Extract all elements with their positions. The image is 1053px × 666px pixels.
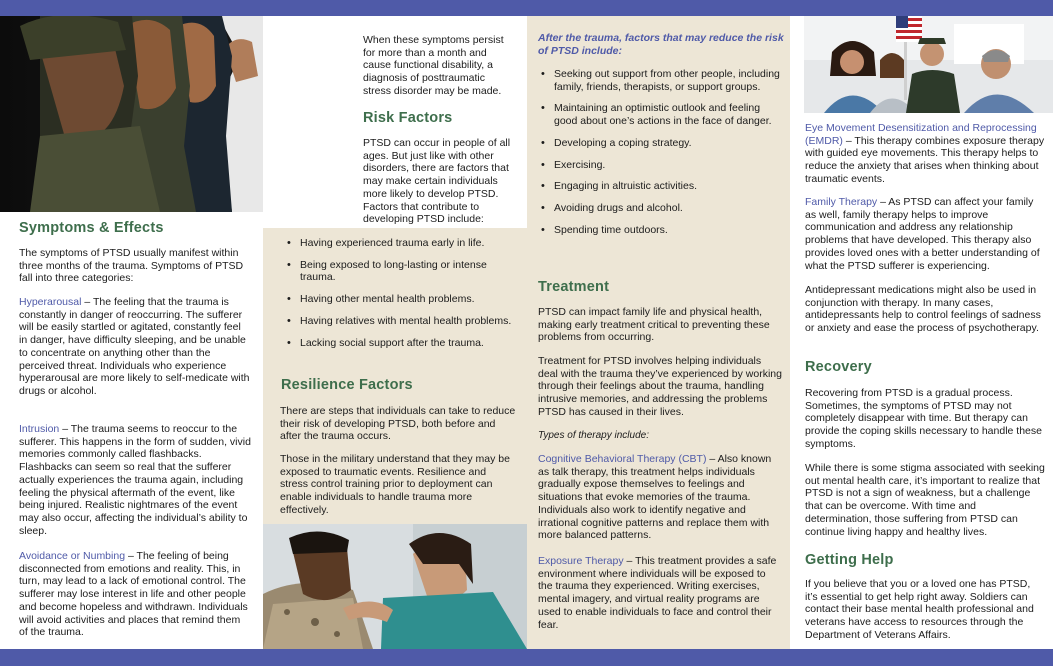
cbt-paragraph [538, 453, 782, 542]
avoidance-term: Avoidance or Numbing [19, 550, 126, 562]
bottom-band [0, 649, 1053, 666]
family-therapy-text: – As PTSD can affect your family as well, family therapy helps to improve communication and address any relationship problems that have developed. This therapy also provides loved ones with a better understanding of what the PTSD sufferer is experiencing. [805, 196, 1040, 272]
therapy-types-label: Types of therapy include: [538, 430, 649, 441]
avoidance-paragraph [19, 550, 251, 639]
family-with-soldier-photo [804, 16, 1053, 113]
emdr-paragraph [805, 122, 1045, 186]
recovery-paragraph-2: While there is some stigma associated with seeking out mental health care, it’s important to realize that PTSD is not a sign of weakness, but a challenge that can be overcome. With time and determination, those suffering from PTSD can continue living happy and healthy lives. [805, 462, 1045, 538]
treatment-heading: Treatment [538, 279, 610, 295]
after-item: • Seeking out support from other people, including family, friends, therapists, or support groups. [537, 68, 781, 93]
panel-recovery [790, 16, 1053, 649]
soldiers-photo-graphic [0, 16, 263, 212]
soldiers-profile-photo [0, 16, 263, 212]
risk-text: PTSD can occur in people of all ages. But just like with other disorders, there are factors that may make certain individuals more likely to develop PTSD. Factors that contribute to developing PTSD include: [363, 137, 511, 226]
risk-item: • Lacking social support after the trauma. [283, 337, 519, 350]
recovery-heading: Recovery [805, 359, 872, 375]
treatment-paragraph-2: Treatment for PTSD involves helping individuals deal with the trauma they’ve experienced by working through their feelings about the trauma, handling intrusive memories, and addressing the problems PTSD has caused in their lives. [538, 355, 782, 418]
cbt-term: Cognitive Behavioral Therapy (CBT) [538, 453, 707, 465]
diagnosis-intro: When these symptoms persist for more than a month and cause functional disability, a diagnosis of posttraumatic stress disorder may be made. [363, 34, 504, 97]
after-trauma-heading: After the trauma, factors that may reduce the risk of PTSD include: [538, 32, 784, 57]
risk-item: • Being exposed to long-lasting or intense trauma. [283, 259, 519, 284]
exposure-paragraph [538, 555, 782, 631]
hyperarousal-term: Hyperarousal [19, 296, 82, 308]
after-item: • Spending time outdoors. [537, 224, 781, 237]
recovery-paragraph-1: Recovering from PTSD is a gradual process. Sometimes, the symptoms of PTSD may not completely disappear with time. But therapy can provide the coping skills necessary to handle these symptoms. [805, 387, 1042, 450]
after-trauma-list [537, 68, 781, 236]
resilience-paragraph-2: Those in the military understand that they may be exposed to traumatic events. Resilience and stress control training prior to deployment can enable individuals to handle trauma more effectively. [280, 453, 510, 516]
symptoms-heading: Symptoms & Effects [19, 220, 164, 236]
after-item: • Engaging in altruistic activities. [537, 180, 781, 193]
treatment-paragraph-1: PTSD can impact family life and physical health, making early treatment critical to preventing these problems from occurring. [538, 306, 770, 344]
family-therapy-paragraph [805, 196, 1045, 272]
exposure-term: Exposure Therapy [538, 555, 624, 567]
symptoms-intro: The symptoms of PTSD usually manifest within three months of the trauma. Symptoms of PTSD fall into three categories: [19, 247, 244, 285]
family-photo-graphic [804, 16, 1053, 113]
risk-item: • Having relatives with mental health problems. [283, 315, 519, 328]
flag-graphic [896, 16, 922, 42]
intrusion-term: Intrusion [19, 423, 60, 435]
risk-item: • Having other mental health problems. [283, 293, 519, 306]
intrusion-text: – The trauma seems to reoccur to the sufferer. This happens in the form of sudden, vivid memories commonly called flashbacks. Flashbacks can seem so real that the sufferer actually experiences the trauma again, including feeling the physical aftermath of the event, like being injured. Realistic nightmares of the event may also occur, affecting the individual’s ability to sleep. [19, 423, 251, 537]
after-item: • Maintaining an optimistic outlook and feeling good about one’s actions in the face of danger. [537, 102, 781, 127]
getting-help-text: If you believe that you or a loved one has PTSD, it’s essential to get help right away. Soldiers can contact their base mental health professional and veterans have access to resources through the Department of Veterans Affairs. [805, 578, 1034, 641]
hyperarousal-text: – The feeling that the trauma is constantly in danger of reoccurring. The sufferer will be easily startled or agitated, constantly feel in danger, have difficulty sleeping, and be unable to concentrate on anything other than the perceived threat. Individuals who experience hyperarousal are more likely to self-medicate with drugs or alcohol. [19, 296, 250, 397]
therapy-photo-graphic [263, 524, 527, 649]
hyperarousal-paragraph [19, 296, 251, 398]
resilience-heading: Resilience Factors [281, 377, 413, 393]
exposure-text: – This treatment provides a safe environment where individuals will be exposed to the trauma they experienced. Writing exercises, mental imagery, and virtual reality programs are used to enable individuals to face and control their fear. [538, 555, 777, 631]
avoidance-text: – The feeling of being disconnected from emotions and reality. This, in turn, may lead to a lack of emotional control. The sufferer may lose interest in life and other people and become hopeless and withdrawn. Individuals will avoid activities and places that remind them of the trauma. [19, 550, 248, 639]
top-band [0, 0, 1053, 16]
after-item: • Developing a coping strategy. [537, 137, 781, 150]
after-item: • Exercising. [537, 159, 781, 172]
panel-treatment [527, 16, 790, 649]
getting-help-heading: Getting Help [805, 552, 894, 568]
after-item: • Avoiding drugs and alcohol. [537, 202, 781, 215]
therapist-soldier-photo [263, 524, 527, 649]
panel-symptoms [0, 16, 263, 649]
emdr-term: Eye Movement Desensitization and Reprocessing (EMDR) [805, 122, 1037, 147]
emdr-text: – This therapy combines exposure therapy with guided eye movements. This therapy helps to reduce the anxiety that arises when thinking about traumatic events. [805, 134, 1045, 185]
antidepressant-paragraph: Antidepressant medications might also be used in conjunction with therapy. In many cases, antidepressants help to control feelings of sadness or anxiety and ease the process of psychotherapy. [805, 284, 1041, 335]
intrusion-paragraph [19, 423, 251, 537]
risk-item: • Having experienced trauma early in life. [283, 237, 519, 250]
family-therapy-term: Family Therapy [805, 196, 878, 208]
panel-risk-resilience [263, 16, 527, 649]
resilience-paragraph-1: There are steps that individuals can take to reduce their risk of developing PTSD, both before and after the trauma occurs. [280, 405, 516, 443]
risk-heading: Risk Factors [363, 110, 453, 126]
risk-list [283, 237, 519, 349]
cbt-text: – Also known as talk therapy, this treatment helps individuals gradually expose themselves to feelings and situations that evoke memories of the trauma. Individuals also work to identify negative and irrational cognitive patterns and replace them with more balanced patterns. [538, 453, 772, 542]
